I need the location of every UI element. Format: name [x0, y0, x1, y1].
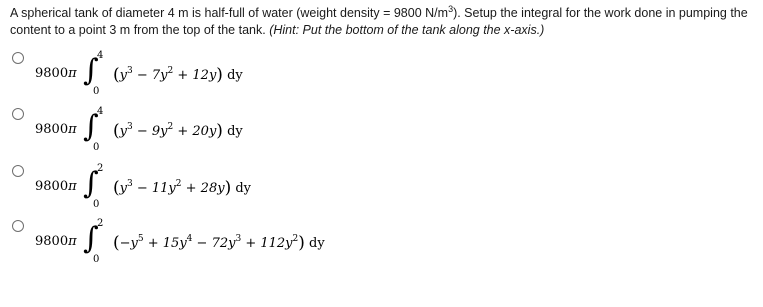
integral-sign: ∫ — [83, 53, 99, 88]
differential: dy — [309, 236, 325, 251]
upper-limit: 4 — [97, 106, 104, 117]
answer-option[interactable] — [0, 157, 763, 217]
answer-option[interactable] — [0, 44, 763, 104]
integrand-term: − $9y^2$ — [132, 122, 174, 139]
answer-option[interactable] — [0, 212, 763, 272]
upper-limit: 2 — [97, 163, 104, 174]
question-hint: (Hint: Put the bottom of the tank along the x-axis.) — [269, 23, 545, 37]
radio-button[interactable] — [12, 108, 24, 120]
lower-limit: 0 — [93, 86, 100, 97]
coefficient: 9800π — [35, 179, 77, 194]
integrand-term: + 12y — [173, 68, 217, 83]
integral-sign: ∫ — [83, 109, 99, 144]
integrand-term: $y^3$ — [119, 66, 133, 83]
coefficient: 9800π — [35, 234, 77, 249]
integrand-term: $y^3$ — [119, 122, 133, 139]
question-text — [10, 5, 755, 39]
integrand: $(y^3 - 9y^2 + 20y)$ dy — [113, 121, 243, 141]
radio-button[interactable] — [12, 165, 24, 177]
upper-limit: 4 — [97, 50, 104, 61]
integrand-term: $y^3$ — [119, 179, 133, 196]
integrand-term: + $15y^4$ — [143, 234, 193, 251]
integrand: $(y^3 - 7y^2 + 12y)$ dy — [113, 65, 243, 85]
radio-button[interactable] — [12, 52, 24, 64]
integral-sign: ∫ — [83, 166, 99, 201]
lower-limit: 0 — [93, 254, 100, 265]
density-exponent: 3 — [448, 3, 454, 14]
integral-sign: ∫ — [83, 221, 99, 256]
integrand-term: + $112y^2$ — [241, 234, 299, 251]
integrand-term: − $72y^3$ — [192, 234, 242, 251]
integrand-term: + 20y — [173, 124, 217, 139]
upper-limit: 2 — [97, 218, 104, 229]
differential: dy — [227, 124, 243, 139]
question-text-part1: A spherical tank of diameter 4 m is half-full of water (weight density = 9800 N/m — [10, 6, 449, 20]
question-text-part2: ). Setup the integral for the work done in pumping the content to a point 3 m from the top of the tank. — [10, 6, 748, 37]
integrand-term: − $11y^2$ — [132, 179, 182, 196]
integrand-term: $-y^5$ — [119, 234, 144, 251]
radio-button[interactable] — [12, 220, 24, 232]
coefficient: 9800π — [35, 66, 77, 81]
differential: dy — [227, 68, 243, 83]
integrand: $(y^3 - 11y^2 + 28y)$ dy — [113, 178, 252, 198]
differential: dy — [235, 181, 252, 196]
coefficient: 9800π — [35, 122, 77, 137]
lower-limit: 0 — [93, 142, 100, 153]
lower-limit: 0 — [93, 199, 100, 210]
integrand-term: − $7y^2$ — [132, 66, 174, 83]
integrand-term: + 28y — [181, 181, 225, 196]
answer-option[interactable] — [0, 100, 763, 160]
integrand: $(-y^5 + 15y^4 - 72y^3 + 112y^2)$ dy — [113, 233, 325, 253]
